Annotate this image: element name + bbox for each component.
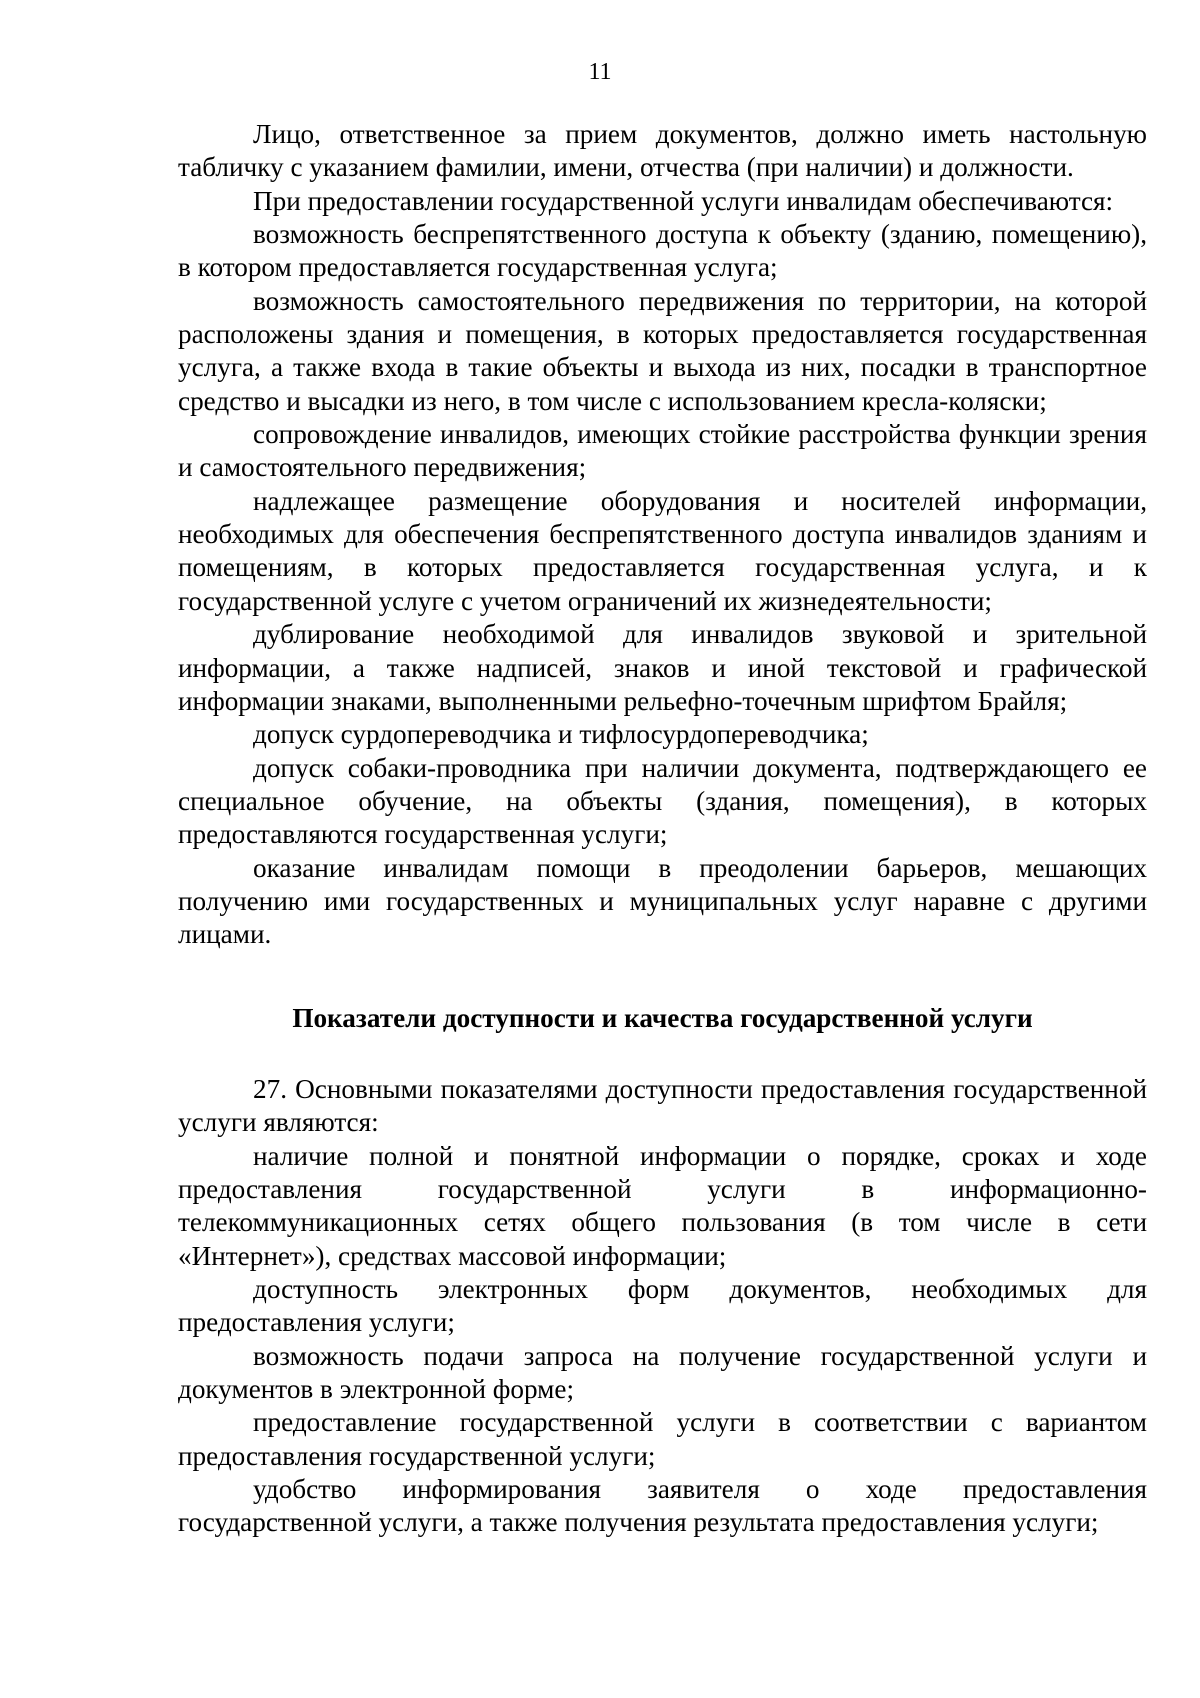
paragraph-assistance-barriers: оказание инвалидам помощи в преодолении барьеров, мешающих получению ими государственных и муниципальных услуг наравне с другими лицами. — [178, 852, 1147, 950]
page-number: 11 — [588, 59, 612, 85]
section-heading: Показатели доступности и качества государственной услуги — [292, 1002, 1033, 1033]
paragraph-responsible-person: Лицо, ответственное за прием документов, должно иметь настольную табличку с указанием фамилии, имени, отчества (при наличии) и должности. — [178, 119, 1147, 183]
paragraph-unobstructed-access: возможность беспрепятственного доступа к объекту (зданию, помещению), в котором предоставляется государственная услуга; — [178, 219, 1147, 283]
paragraph-electronic-request: возможность подачи запроса на получение государственной услуги и документов в электронной форме; — [178, 1340, 1147, 1405]
paragraph-27-indicators-intro: 27. Основными показателями доступности предоставления государственной услуги являются: — [178, 1073, 1147, 1138]
paragraph-electronic-forms: доступность электронных форм документов, необходимых для предоставления услуги; — [178, 1274, 1147, 1338]
paragraph-independent-movement: возможность самостоятельного передвижения по территории, на которой расположены здания и помещения, в которых предоставляется государственная услуга, а также входа в такие объекты и выхода из них, посадки в транспортное средство и высадки из него, в том числе с использованием кресла-коляски; — [178, 285, 1147, 416]
paragraph-sign-language-interpreter: допуск сурдопереводчика и тифлосурдопереводчика; — [253, 719, 869, 750]
paragraph-equipment-placement: надлежащее размещение оборудования и носителей информации, необходимых для обеспечения беспрепятственного доступа инвалидов зданиям и помещениям, в которых предоставляется государственная услуга, и к государственной услуге с учетом ограничений их жизнедеятельности; — [178, 485, 1147, 616]
paragraph-guide-dog: допуск собаки-проводника при наличии документа, подтверждающего ее специальное обучение, на объекты (здания, помещения), в которых предоставляются государственная услуги; — [178, 752, 1147, 850]
paragraph-disabled-provisions-intro: При предоставлении государственной услуги инвалидам обеспечиваются: — [253, 185, 1114, 216]
paragraph-braille-duplication: дублирование необходимой для инвалидов звуковой и зрительной информации, а также надписей, знаков и иной текстовой и графической информации знаками, выполненными рельефно-точечным шрифтом Брайля; — [178, 619, 1147, 716]
paragraph-informing-convenience: удобство информирования заявителя о ходе предоставления государственной услуги, а также получения результата предоставления услуги; — [178, 1474, 1147, 1538]
paragraph-information-availability: наличие полной и понятной информации о порядке, сроках и ходе предоставления государственной услуги в информационно-телекоммуникационных сетях общего пользования (в том числе в сети «Интернет»), средствах массовой информации; — [178, 1140, 1147, 1271]
document-body — [178, 118, 1147, 1540]
paragraph-service-variant: предоставление государственной услуги в соответствии с вариантом предоставления государственной услуги; — [178, 1407, 1147, 1471]
paragraph-escort: сопровождение инвалидов, имеющих стойкие расстройства функции зрения и самостоятельного передвижения; — [178, 419, 1147, 483]
